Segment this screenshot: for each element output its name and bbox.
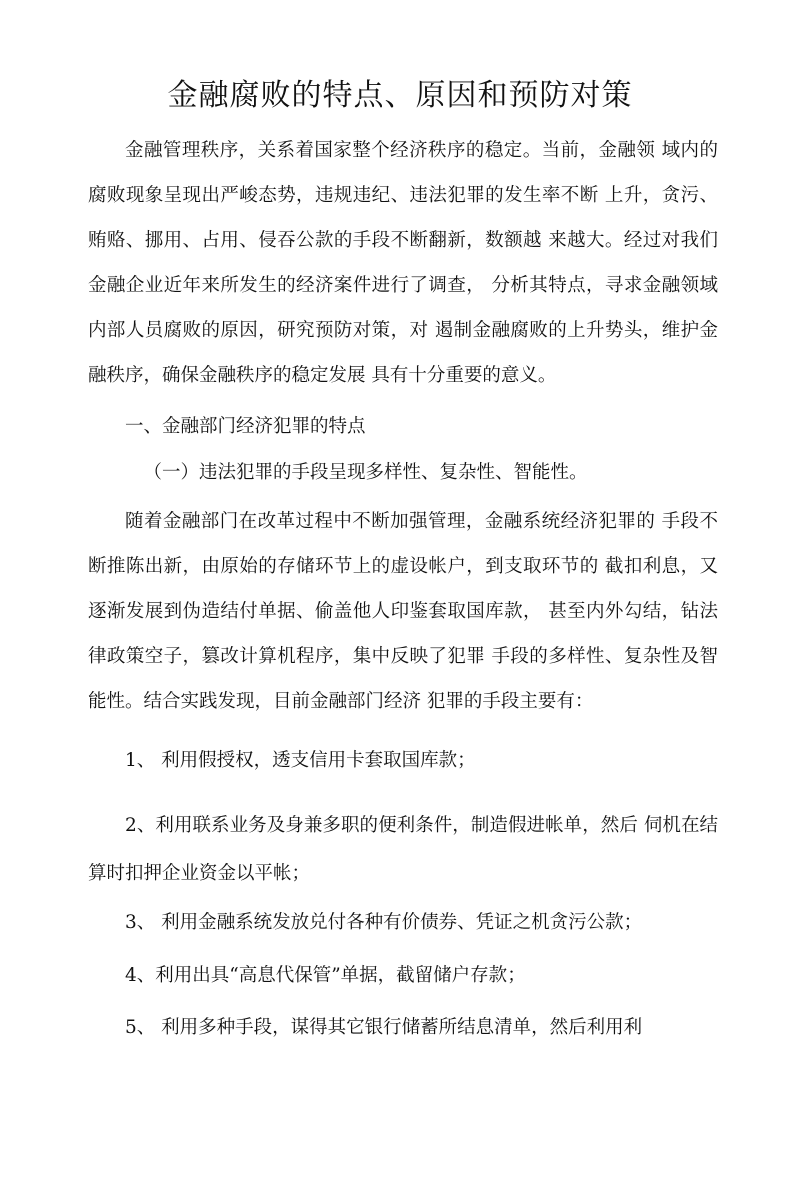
document-title: 金融腐败的特点、原因和预防对策: [167, 78, 633, 113]
list-item: 5、 利用多种手段，谋得其它银行储蓄所结息清单，然后利用利: [125, 1017, 643, 1038]
subsection-heading: （一）违法犯罪的手段呈现多样性、复杂性、智能性。: [143, 462, 588, 483]
section-heading: 一、金融部门经济犯罪的特点: [125, 416, 366, 437]
list-item: 2、利用联系业务及身兼多职的便利条件，制造假进帐单，然后 伺机在结算时扣押企业资金以平帐；: [88, 815, 718, 884]
subsection-body-paragraph: 随着金融部门在改革过程中不断加强管理，金融系统经济犯罪的 手段不断推陈出新，由原始的存储环节上的虚设帐户，到支取环节的 截扣利息，又逐渐发展到伪造结付单据、偷盖他人印鉴套取国库款， 甚至内外勾结，钻法律政策空子，篡改计算机程序，集中反映了犯罪 手段的多样性、复杂性及智能性。结合实践发现，目前金融部门经济 犯罪的手段主要有：: [88, 511, 718, 712]
list-item: 1、 利用假授权，透支信用卡套取国库款；: [125, 750, 476, 771]
list-item: 4、利用出具“高息代保管”单据，截留储户存款；: [125, 965, 526, 986]
list-item: 3、 利用金融系统发放兑付各种有价债券、凭证之机贪污公款；: [125, 912, 643, 933]
intro-paragraph: 金融管理秩序，关系着国家整个经济秩序的稳定。当前，金融领 域内的腐败现象呈现出严峻态势，违规违纪、违法犯罪的发生率不断 上升，贪污、贿赂、挪用、占用、侵吞公款的手段不断翻新，数额越 来越大。经过对我们金融企业近年来所发生的经济案件进行了调查， 分析其特点，寻求金融领域内部人员腐败的原因，研究预防对策，对 遏制金融腐败的上升势头，维护金融秩序，确保金融秩序的稳定发展 具有十分重要的意义。: [88, 140, 718, 386]
